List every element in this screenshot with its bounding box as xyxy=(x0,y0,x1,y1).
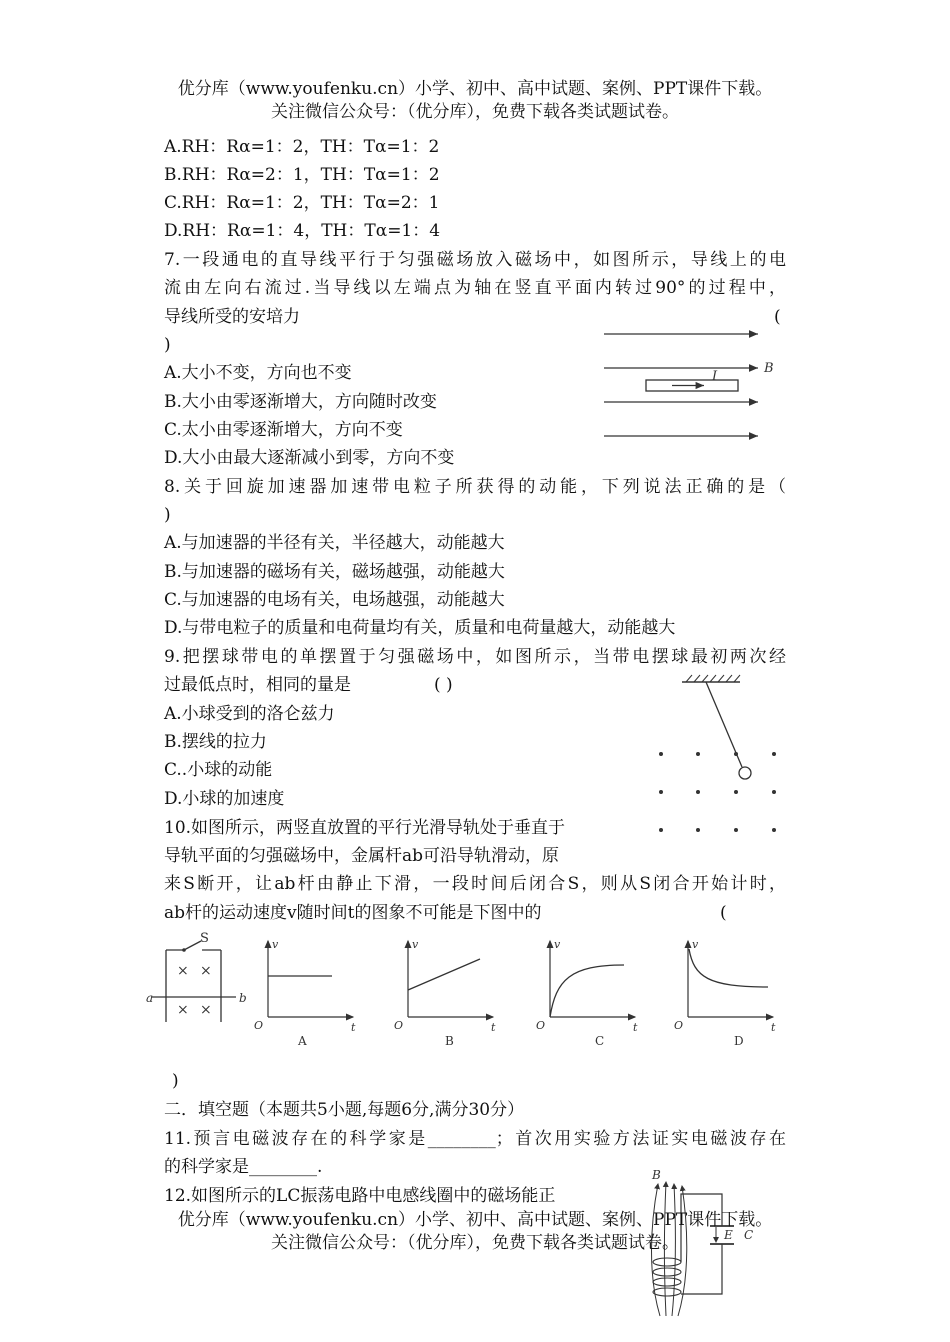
q11-line1: 11.预言电磁波存在的科学家是________；首次用实验方法证实电磁波存在 xyxy=(164,1129,786,1149)
svg-text:×: × xyxy=(177,963,189,979)
graph-c-label: C xyxy=(595,1034,605,1048)
section2-title: 二．填空题（本题共5小题,每题6分,满分30分） xyxy=(164,1100,525,1120)
q9-answer-paren: ( ) xyxy=(434,675,453,695)
q6-option-c: C.RH：Rα=1：2，TH：Tα=2：1 xyxy=(164,193,440,213)
svg-text:×: × xyxy=(177,1002,189,1018)
q10-stem-line1: 10.如图所示，两竖直放置的平行光滑导轨处于垂直于 xyxy=(164,818,566,838)
q9-stem-line2: 过最低点时，相同的量是 xyxy=(164,675,351,695)
pendulum-ball xyxy=(739,767,751,779)
q8-paren-close: ) xyxy=(164,505,171,525)
svg-text:×: × xyxy=(200,1002,212,1018)
q9-pendulum-figure xyxy=(648,672,788,842)
q9-option-a: A.小球受到的洛仑兹力 xyxy=(164,704,335,724)
switch-s xyxy=(184,941,201,950)
q9-option-d: D.小球的加速度 xyxy=(164,789,285,809)
q8-option-c: C.与加速器的电场有关，电场越强，动能越大 xyxy=(164,590,505,610)
page-footer-line1: 优分库（www.youfenku.cn）小学、初中、高中试题、案例、PPT课件下载。 xyxy=(177,1210,773,1230)
graph-c xyxy=(536,938,638,1048)
field-b-label: B xyxy=(652,1168,661,1182)
graph-d-label: D xyxy=(734,1034,744,1048)
q7-option-a: A.大小不变，方向也不变 xyxy=(164,363,352,383)
rod-label-a: a xyxy=(146,991,154,1005)
q10-paren-open: ( xyxy=(720,903,727,923)
q7-option-d: D.大小由最大逐渐减小到零，方向不变 xyxy=(164,448,455,468)
svg-text:t: t xyxy=(491,1021,496,1034)
page-footer-line2: 关注微信公众号：（优分库），免费下载各类试题试卷。 xyxy=(271,1233,679,1253)
q9-option-c: C..小球的动能 xyxy=(164,760,273,780)
page-header-line1: 优分库（www.youfenku.cn）小学、初中、高中试题、案例、PPT课件下载。 xyxy=(177,79,773,99)
field-crosses xyxy=(177,963,212,1018)
q10-stem-line4: ab杆的运动速度v随时间t的图象不可能是下图中的 xyxy=(164,903,542,923)
page-header-line2: 关注微信公众号：（优分库），免费下载各类试题试卷。 xyxy=(271,102,679,122)
svg-text:t: t xyxy=(633,1021,638,1034)
q11-line2: 的科学家是________. xyxy=(164,1157,323,1177)
q6-option-a: A.RH：Rα=1：2，TH：Tα=1：2 xyxy=(164,137,440,157)
svg-text:O: O xyxy=(536,1019,546,1032)
graph-b-label: B xyxy=(445,1034,454,1048)
e-field-label: E xyxy=(724,1228,733,1242)
q10-circuit-figure xyxy=(146,930,250,1030)
graph-d-curve xyxy=(689,949,768,987)
capacitor-label: C xyxy=(744,1228,754,1242)
current-label: I xyxy=(712,369,718,384)
field-dots xyxy=(659,752,776,832)
q12-line1: 12.如图所示的LC振荡电路中电感线圈中的磁场能正 xyxy=(164,1186,556,1206)
field-label: B xyxy=(764,361,774,376)
svg-text:O: O xyxy=(394,1019,404,1032)
q6-option-b: B.RH：Rα=2：1，TH：Tα=1：2 xyxy=(164,165,440,185)
rod-label-b: b xyxy=(239,991,247,1005)
q10-stem-line2: 导轨平面的匀强磁场中，金属杆ab可沿导轨滑动，原 xyxy=(164,846,560,866)
svg-text:O: O xyxy=(674,1019,684,1032)
svg-text:t: t xyxy=(351,1021,356,1034)
graph-a xyxy=(254,938,356,1048)
q9-option-b: B.摆线的拉力 xyxy=(164,732,267,752)
q7-option-b: B.大小由零逐渐增大，方向随时改变 xyxy=(164,392,437,412)
graph-c-curve xyxy=(550,965,624,1017)
q10-vt-graphs xyxy=(250,935,795,1050)
svg-text:v: v xyxy=(412,938,419,951)
graph-d xyxy=(674,938,776,1048)
q10-stem-line3: 来S断开，让ab杆由静止下滑，一段时间后闭合S，则从S闭合开始计时， xyxy=(164,874,786,894)
q8-option-b: B.与加速器的磁场有关，磁场越强，动能越大 xyxy=(164,562,505,582)
svg-text:v: v xyxy=(554,938,561,951)
q8-stem-line1: 8.关于回旋加速器加速带电粒子所获得的动能，下列说法正确的是（ xyxy=(164,477,786,497)
q7-stem-line1: 7.一段通电的直导线平行于匀强磁场放入磁场中，如图所示，导线上的电 xyxy=(164,250,786,270)
inductor-coil xyxy=(653,1258,681,1296)
graph-b-curve xyxy=(408,959,480,990)
ceiling-hatch xyxy=(686,675,740,682)
q9-stem-line1: 9.把摆球带电的单摆置于匀强磁场中，如图所示，当带电摆球最初两次经 xyxy=(164,647,786,667)
q7-paren-close: ) xyxy=(164,335,171,355)
graph-b xyxy=(394,938,496,1048)
svg-text:×: × xyxy=(200,963,212,979)
svg-text:t: t xyxy=(771,1021,776,1034)
q7-stem-line3: 导线所受的安培力 xyxy=(164,307,300,327)
q7-magnetic-field-figure xyxy=(598,322,788,447)
q7-stem-line2: 流由左向右流过.当导线以左端点为轴在竖直平面内转过90°的过程中， xyxy=(164,278,786,298)
q7-option-c: C.太小由零逐渐增大，方向不变 xyxy=(164,420,403,440)
q10-paren-close: ) xyxy=(172,1071,179,1091)
svg-text:v: v xyxy=(272,938,279,951)
q7-paren-open: ( xyxy=(774,307,781,327)
q8-option-d: D.与带电粒子的质量和电荷量均有关，质量和电荷量越大，动能越大 xyxy=(164,618,676,638)
svg-text:O: O xyxy=(254,1019,264,1032)
graph-a-label: A xyxy=(298,1034,307,1048)
switch-label: S xyxy=(200,931,209,946)
q6-option-d: D.RH：Rα=1：4，TH：Tα=1：4 xyxy=(164,221,441,241)
q8-option-a: A.与加速器的半径有关，半径越大，动能越大 xyxy=(164,533,505,553)
svg-text:v: v xyxy=(692,938,699,951)
